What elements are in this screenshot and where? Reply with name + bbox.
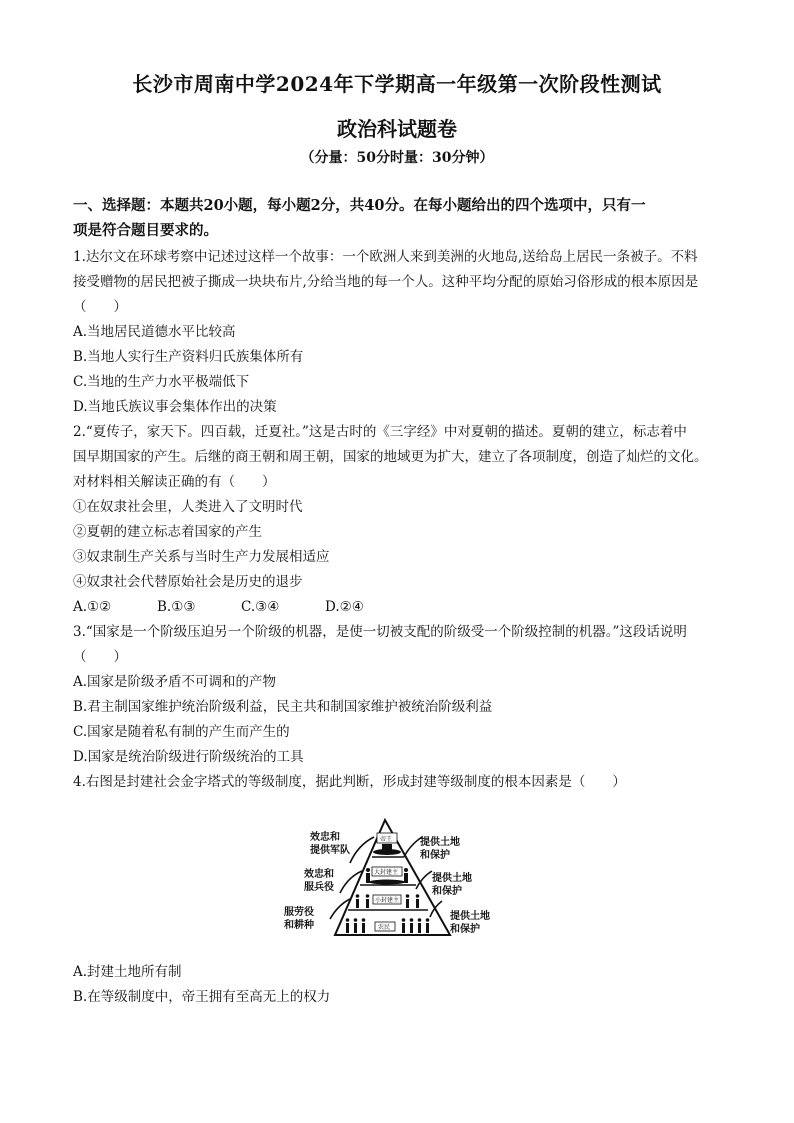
left-label-2b: 服兵役 <box>304 882 334 893</box>
left-label-3a: 服劳役 <box>284 907 314 918</box>
q2-option-b: B.①③ <box>157 599 196 615</box>
q2-option-a: A.①② <box>73 599 112 615</box>
right-label-1a: 提供土地 <box>420 837 460 848</box>
exam-title: 长沙市周南中学2024年下学期高一年级第一次阶段性测试 <box>132 72 662 96</box>
king-figure <box>373 844 401 855</box>
q1-answer-blank: （ ） <box>73 299 127 315</box>
q4-option-a: A.封建土地所有制 <box>73 964 182 980</box>
section-heading-line2: 项是符合题目要求的。 <box>73 222 218 239</box>
q2-stem-line3: 对材料相关解读正确的有（ ） <box>73 474 276 490</box>
q3-answer-blank: （ ） <box>73 649 127 665</box>
q1-option-d: D.当地氏族议事会集体作出的决策 <box>73 399 277 415</box>
tier2-label: 大封建主 <box>374 869 399 876</box>
q1-stem-line2: 接受赠物的居民把被子撕成一块块布片,分给当地的每一个人。这种平均分配的原始习俗形成的根本原因是 <box>73 274 699 290</box>
right-label-3a: 提供土地 <box>450 911 490 922</box>
tier3-label: 小封建主 <box>375 897 400 904</box>
q2-option-d: D.②④ <box>325 599 364 615</box>
q1-stem-line1: 1.达尔文在环球考察中记述过这样一个故事：一个欧洲人来到美洲的火地岛,送给岛上居民一条被子。不料 <box>73 249 698 265</box>
q4-option-b: B.在等级制度中，帝王拥有至高无上的权力 <box>73 989 331 1005</box>
tier1-label: 帝王 <box>380 836 393 843</box>
feudal-pyramid-diagram <box>280 815 510 943</box>
section-heading-line1: 一、选择题：本题共20小题，每小题2分，共40分。在每小题给出的四个选项中，只有一 <box>73 197 646 214</box>
q3-option-b: B.君主制国家维护统治阶级利益，民主共和制国家维护被统治阶级利益 <box>73 699 493 715</box>
q2-options <box>73 598 733 616</box>
q1-option-a: A.当地居民道德水平比较高 <box>73 324 236 340</box>
q2-stem-line2: 国早期国家的产生。后继的商王朝和周王朝，国家的地域更为扩大，建立了各项制度，创造了灿烂的文化。 <box>73 449 708 465</box>
left-label-1b: 提供军队 <box>310 845 350 856</box>
right-label-1b: 和保护 <box>420 850 450 861</box>
q3-option-d: D.国家是统治阶级进行阶级统治的工具 <box>73 749 304 765</box>
arrow-up-left-1 <box>350 837 374 863</box>
q2-statement-2: ②夏朝的建立标志着国家的产生 <box>73 524 262 540</box>
q1-option-b: B.当地人实行生产资料归氏族集体所有 <box>73 349 304 365</box>
q2-statement-4: ④奴隶社会代替原始社会是历史的退步 <box>73 574 303 590</box>
right-label-2b: 和保护 <box>432 886 462 897</box>
right-label-2a: 提供土地 <box>432 873 472 884</box>
q2-stem-line1: 2.“夏传子，家天下。四百载，迁夏社。”这是古时的《三字经》中对夏朝的描述。夏朝的建立，标志着中 <box>73 424 687 440</box>
q3-stem-line1: 3.“国家是一个阶级压迫另一个阶级的机器，是使一切被支配的阶级受一个阶级控制的机器。”这段话说明 <box>73 624 687 640</box>
q2-statement-3: ③奴隶制生产关系与当时生产力发展相适应 <box>73 549 330 565</box>
q3-option-a: A.国家是阶级矛盾不可调和的产物 <box>73 674 277 690</box>
q4-stem-line1: 4.右图是封建社会金字塔式的等级制度，据此判断，形成封建等级制度的根本因素是（ ） <box>73 774 626 790</box>
right-label-3b: 和保护 <box>450 924 480 935</box>
q2-statement-1: ①在奴隶社会里，人类进入了文明时代 <box>73 499 303 515</box>
q1-option-c: C.当地的生产力水平极端低下 <box>73 374 250 390</box>
q3-option-c: C.国家是随着私有制的产生而产生的 <box>73 724 290 740</box>
feudal-pyramid-figure <box>280 815 510 943</box>
q2-option-c: C.③④ <box>241 599 280 615</box>
left-label-2a: 效忠和 <box>304 869 334 880</box>
left-label-1a: 效忠和 <box>310 832 340 843</box>
exam-subtitle: 政治科试题卷 <box>337 117 457 141</box>
exam-meta: （分量：50分时量：30分钟） <box>300 150 494 166</box>
tier4-label: 农民 <box>378 924 391 931</box>
left-label-3b: 和耕种 <box>284 920 314 931</box>
